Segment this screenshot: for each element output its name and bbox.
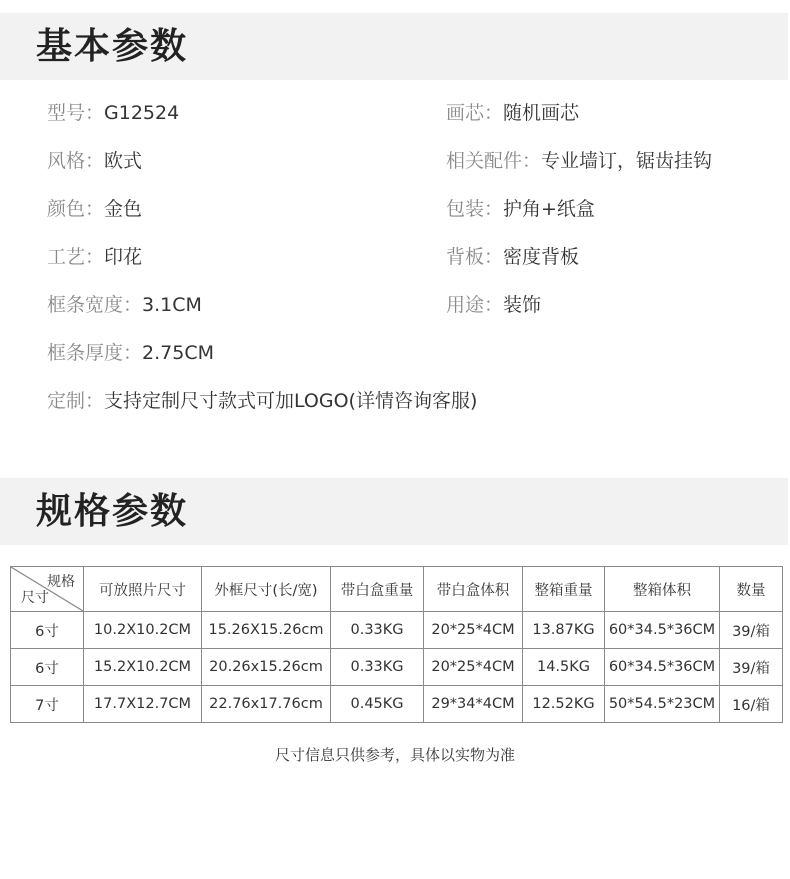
param-label: 工艺： [47,246,105,268]
param-value: 印花 [104,246,143,268]
param-label: 型号： [47,102,105,124]
param-frame-width [47,293,202,317]
cell-carton-volume: 50*54.5*23CM [605,686,720,723]
table-header-row [11,567,783,612]
param-value: 护角+纸盒 [503,198,595,220]
cell-size: 6寸 [11,612,84,649]
cell-quantity: 16/箱 [720,686,783,723]
corner-label-spec: 规格 [47,574,75,590]
corner-label-size: 尺寸 [21,590,49,606]
cell-outer-size: 15.26X15.26cm [202,612,331,649]
spec-params-header [0,478,788,545]
cell-photo-size: 15.2X10.2CM [84,649,202,686]
param-value: 专业墙订，锯齿挂钩 [541,150,713,172]
cell-box-volume: 20*25*4CM [424,612,523,649]
param-value: 金色 [104,198,143,220]
header-quantity: 数量 [720,567,783,612]
param-model [47,101,179,125]
param-craft [47,245,142,269]
param-value: 2.75CM [142,342,214,364]
param-label: 用途： [446,294,504,316]
param-value: 装饰 [503,294,542,316]
table-row [11,612,783,649]
param-label: 画芯： [446,102,504,124]
param-value: 随机画芯 [503,102,580,124]
param-value: G12524 [104,102,180,124]
header-carton-weight: 整箱重量 [523,567,605,612]
param-label: 风格： [47,150,105,172]
cell-carton-weight: 13.87KG [523,612,605,649]
param-usage [446,293,541,317]
param-label: 框条厚度： [47,342,143,364]
param-accessories [446,149,712,173]
param-value: 欧式 [104,150,143,172]
size-disclaimer: 尺寸信息只供参考，具体以实物为准 [274,746,515,764]
param-label: 相关配件： [446,150,542,172]
param-backboard [446,245,579,269]
header-photo-size: 可放照片尺寸 [84,567,202,612]
basic-params-title: 基本参数 [36,26,189,67]
cell-box-volume: 20*25*4CM [424,649,523,686]
header-box-weight: 带白盒重量 [331,567,424,612]
param-label: 背板： [446,246,504,268]
cell-carton-volume: 60*34.5*36CM [605,649,720,686]
header-carton-volume: 整箱体积 [605,567,720,612]
cell-photo-size: 10.2X10.2CM [84,612,202,649]
cell-carton-weight: 14.5KG [523,649,605,686]
cell-carton-weight: 12.52KG [523,686,605,723]
basic-params-header [0,13,788,80]
cell-size: 7寸 [11,686,84,723]
cell-carton-volume: 60*34.5*36CM [605,612,720,649]
param-frame-thickness [47,341,214,365]
param-color [47,197,142,221]
spec-params-title: 规格参数 [36,491,189,532]
cell-outer-size: 20.26x15.26cm [202,649,331,686]
corner-header-cell [11,567,84,612]
cell-box-weight: 0.33KG [331,649,424,686]
cell-size: 6寸 [11,649,84,686]
param-packaging [446,197,595,221]
table-row [11,649,783,686]
param-style [47,149,142,173]
param-picture-core [446,101,579,125]
param-value: 密度背板 [503,246,580,268]
cell-outer-size: 22.76x17.76cm [202,686,331,723]
cell-photo-size: 17.7X12.7CM [84,686,202,723]
param-label: 颜色： [47,198,105,220]
header-box-volume: 带白盒体积 [424,567,523,612]
header-outer-size: 外框尺寸(长/宽) [202,567,331,612]
cell-box-weight: 0.45KG [331,686,424,723]
param-label: 定制： [47,390,105,412]
param-customization [47,389,477,413]
param-label: 包装： [446,198,504,220]
cell-box-weight: 0.33KG [331,612,424,649]
cell-quantity: 39/箱 [720,612,783,649]
cell-quantity: 39/箱 [720,649,783,686]
param-value: 3.1CM [142,294,202,316]
cell-box-volume: 29*34*4CM [424,686,523,723]
spec-table [10,566,783,723]
param-value: 支持定制尺寸款式可加LOGO(详情咨询客服) [104,390,478,412]
param-label: 框条宽度： [47,294,143,316]
table-row [11,686,783,723]
